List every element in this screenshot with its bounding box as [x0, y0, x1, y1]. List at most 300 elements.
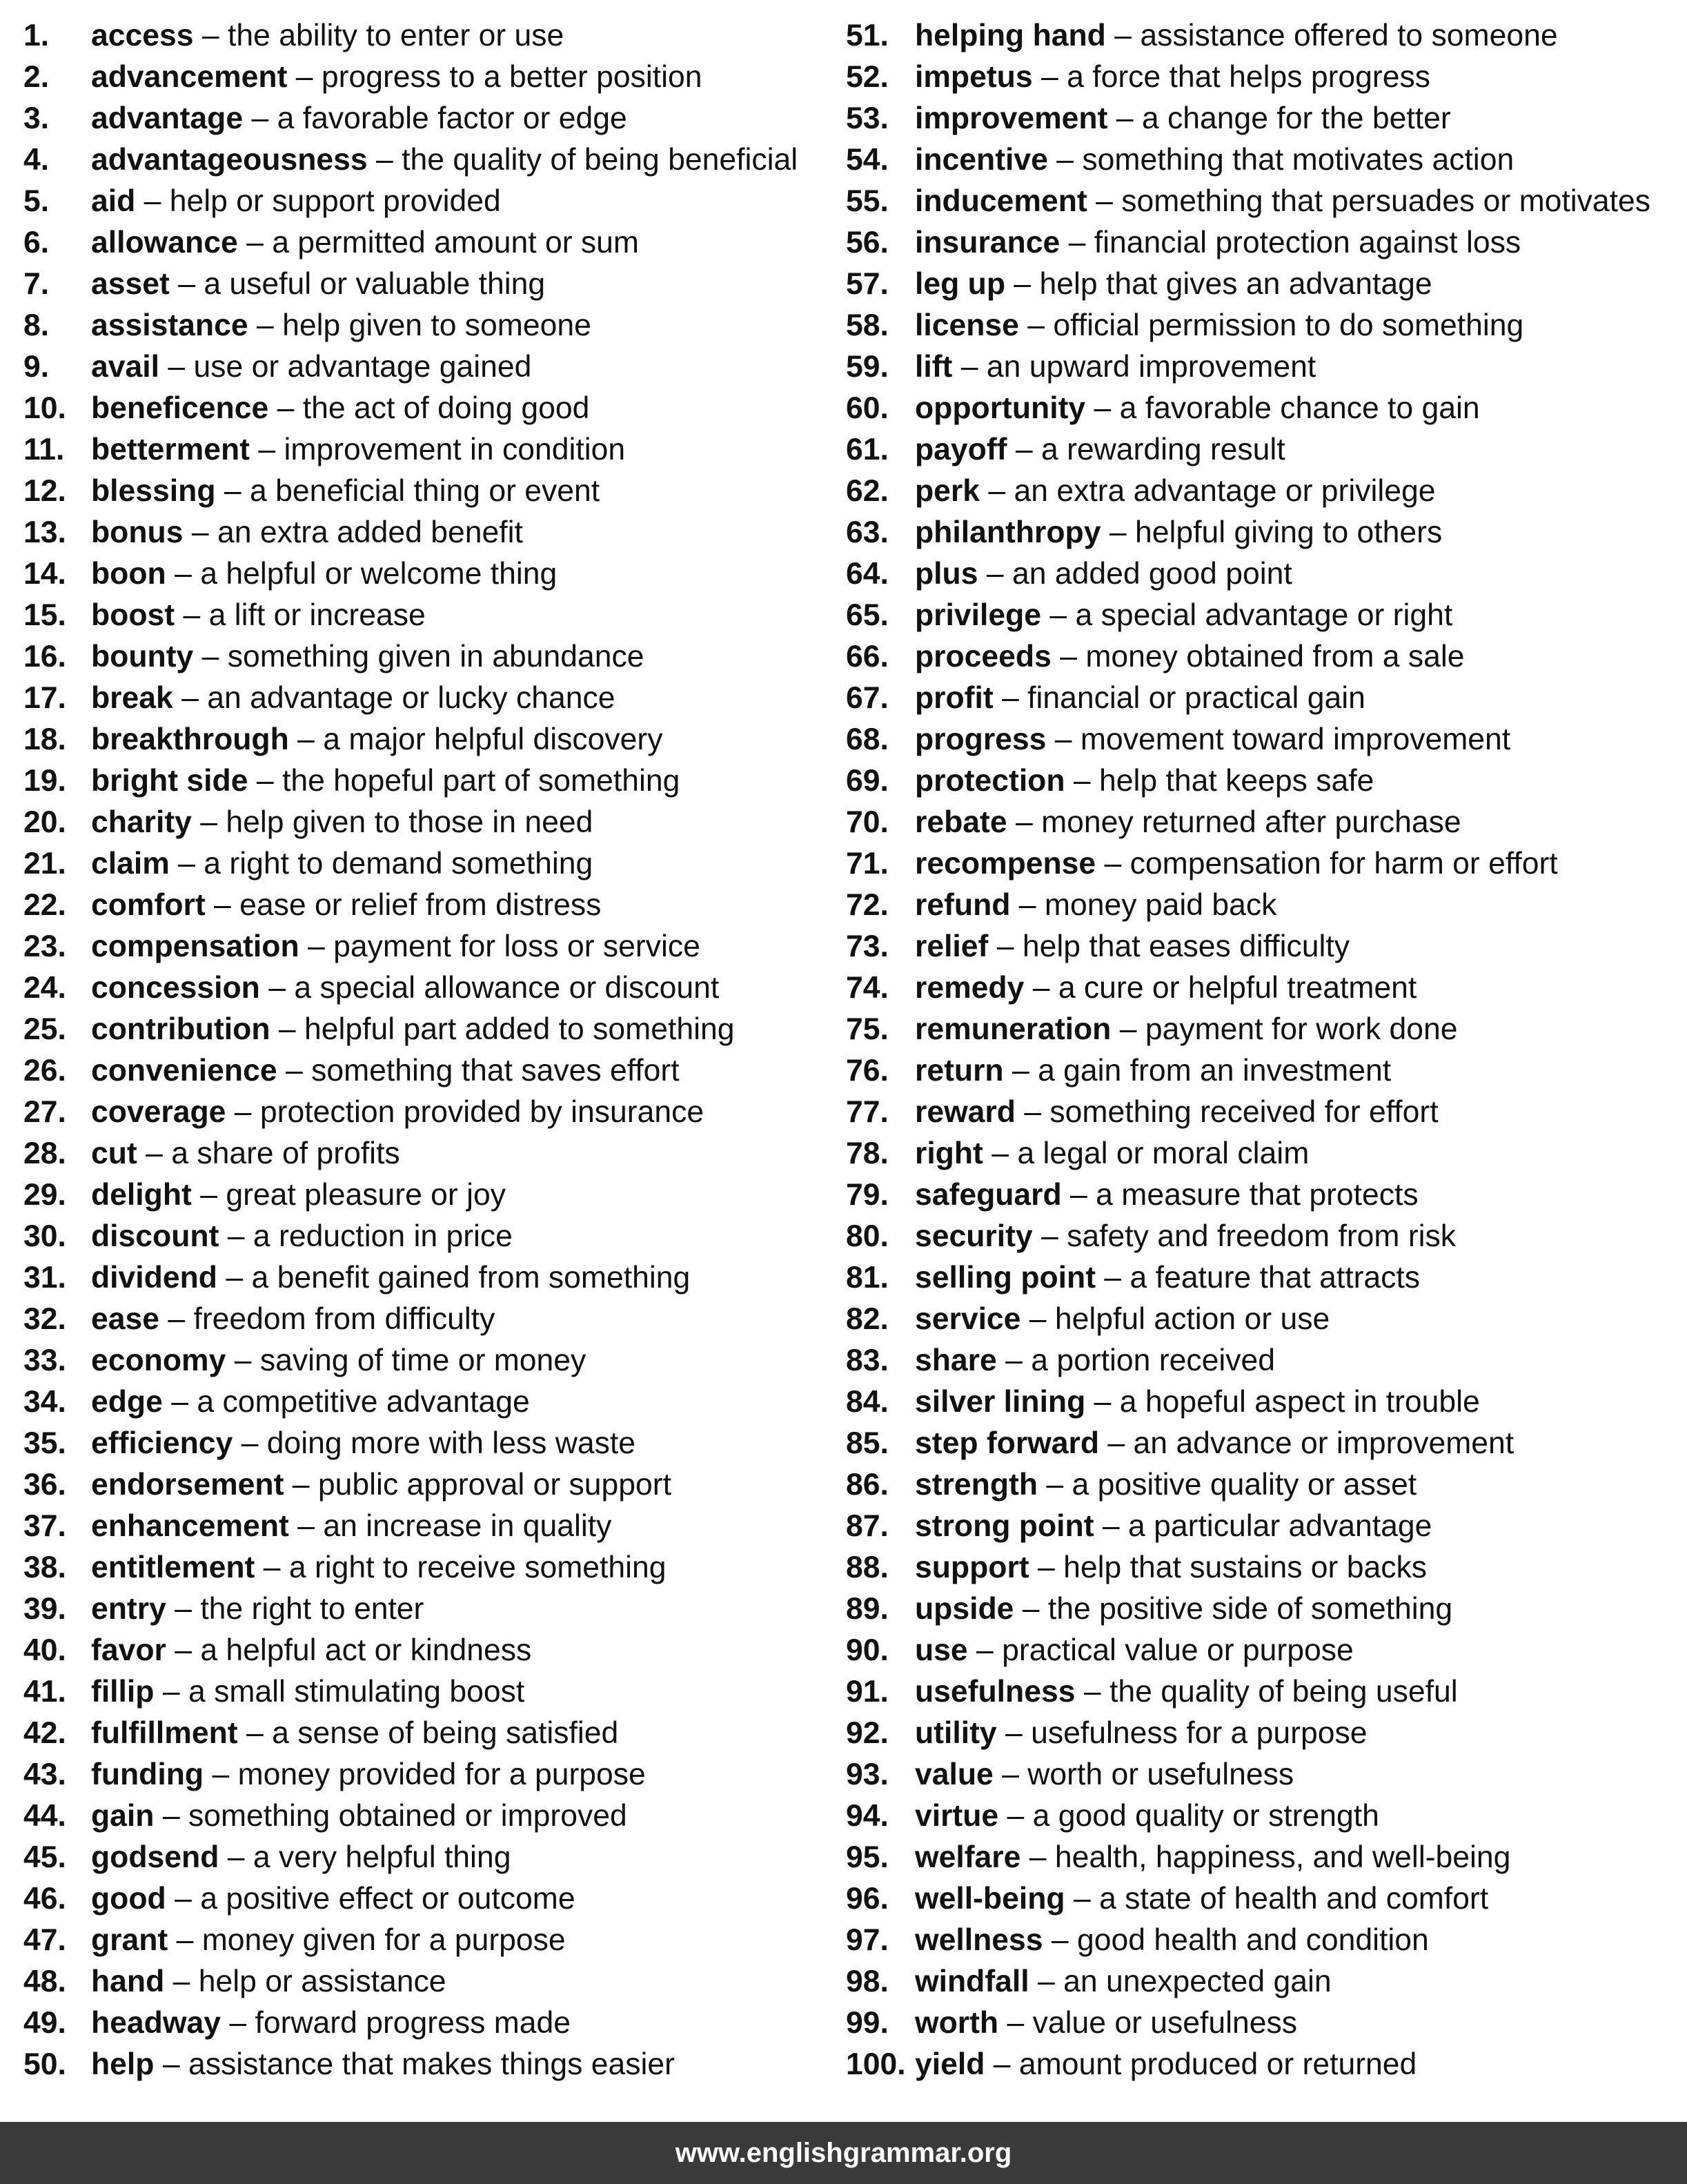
item-separator: –: [993, 681, 1028, 715]
item-text: [915, 1588, 1452, 1630]
list-item: [23, 678, 831, 719]
item-word: breakthrough: [91, 722, 289, 756]
item-text: [91, 512, 523, 553]
item-number: 79.: [846, 1178, 889, 1212]
item-word: helping hand: [915, 19, 1106, 52]
item-word: profit: [915, 681, 994, 715]
item-separator: –: [219, 1840, 253, 1874]
item-word: betterment: [91, 433, 250, 466]
item-text: [915, 57, 1430, 98]
item-definition: money paid back: [1044, 888, 1277, 922]
list-item: [846, 678, 1684, 719]
list-item: [23, 1754, 831, 1796]
item-separator: –: [166, 1633, 201, 1667]
item-word: recompense: [915, 847, 1096, 881]
item-number: 77.: [846, 1095, 889, 1129]
item-definition: something obtained or improved: [188, 1799, 627, 1833]
item-separator: –: [255, 1551, 289, 1584]
item-text: [915, 2003, 1297, 2044]
item-word: beneficence: [91, 391, 269, 425]
item-definition: a good quality or strength: [1032, 1799, 1379, 1833]
item-definition: the act of doing good: [302, 391, 590, 425]
item-text: [915, 967, 1417, 1009]
list-item: [23, 1133, 831, 1174]
item-word: boost: [91, 598, 175, 632]
item-number: 49.: [23, 2006, 66, 2040]
item-word: hand: [91, 1965, 165, 1998]
item-definition: payment for loss or service: [333, 929, 700, 963]
item-text: [915, 678, 1365, 719]
item-text: [915, 1754, 1294, 1796]
list-item: [23, 885, 831, 926]
list-item: [23, 967, 831, 1009]
item-text: [91, 264, 545, 305]
item-text: [91, 1547, 667, 1588]
item-word: philanthropy: [915, 515, 1101, 549]
item-text: [915, 1961, 1332, 2003]
item-definition: money provided for a purpose: [237, 1758, 646, 1791]
item-text: [91, 636, 644, 678]
item-separator: –: [1051, 640, 1086, 673]
item-number: 27.: [23, 1095, 66, 1129]
item-text: [91, 1588, 424, 1630]
list-item: [23, 1299, 831, 1340]
item-definition: an extra added benefit: [217, 515, 523, 549]
item-definition: official permission to do something: [1053, 308, 1524, 342]
item-separator: –: [193, 19, 228, 52]
list-item: [23, 553, 831, 595]
item-word: endorsement: [91, 1468, 284, 1502]
item-separator: –: [1024, 971, 1058, 1005]
item-word: grant: [91, 1923, 168, 1957]
item-text: [91, 181, 501, 222]
item-word: comfort: [91, 888, 206, 922]
item-word: usefulness: [915, 1675, 1076, 1709]
item-number: 14.: [23, 557, 66, 591]
footer-url: www.englishgrammar.org: [675, 2137, 1012, 2168]
item-word: wellness: [915, 1923, 1043, 1957]
item-word: proceeds: [915, 640, 1052, 673]
list-item: [23, 595, 831, 636]
item-definition: the ability to enter or use: [227, 19, 564, 52]
list-item: [23, 264, 831, 305]
item-number: 28.: [23, 1137, 66, 1170]
item-separator: –: [219, 1219, 253, 1253]
item-separator: –: [1087, 184, 1122, 218]
item-text: [915, 1837, 1510, 1878]
item-number: 71.: [846, 847, 889, 881]
list-item: [23, 388, 831, 429]
item-text: [91, 719, 662, 760]
item-text: [91, 1630, 531, 1671]
item-definition: something that persuades or motivates: [1121, 184, 1651, 218]
item-definition: something received for effort: [1049, 1095, 1439, 1129]
item-separator: –: [996, 1716, 1032, 1750]
list-item: [23, 1050, 831, 1092]
item-text: [915, 1050, 1391, 1092]
item-number: 38.: [23, 1551, 66, 1584]
item-definition: worth or usefulness: [1027, 1758, 1294, 1791]
item-number: 59.: [846, 350, 889, 384]
item-number: 32.: [23, 1302, 66, 1336]
item-separator: –: [996, 1344, 1032, 1377]
item-separator: –: [220, 2006, 255, 2040]
list-item: [846, 1216, 1684, 1257]
item-text: [91, 1754, 646, 1796]
item-separator: –: [169, 267, 204, 301]
item-number: 58.: [846, 308, 889, 342]
item-separator: –: [248, 764, 282, 798]
item-definition: a sense of being satisfied: [272, 1716, 619, 1750]
item-text: [915, 181, 1650, 222]
item-number: 37.: [23, 1509, 66, 1543]
item-number: 64.: [846, 557, 889, 591]
item-word: opportunity: [915, 391, 1086, 425]
word-list-left-column: [23, 15, 831, 2085]
list-item: [23, 429, 831, 471]
item-separator: –: [166, 557, 201, 591]
list-item: [846, 1506, 1684, 1547]
item-text: [91, 1009, 734, 1050]
item-separator: –: [1099, 1426, 1134, 1460]
list-item: [846, 388, 1684, 429]
item-text: [91, 1796, 627, 1837]
item-separator: –: [1085, 391, 1120, 425]
list-item: [23, 1257, 831, 1299]
item-number: 15.: [23, 598, 66, 632]
item-word: remedy: [915, 971, 1025, 1005]
item-number: 75.: [846, 1012, 889, 1046]
item-word: boon: [91, 557, 166, 591]
item-word: fillip: [91, 1675, 155, 1709]
item-separator: –: [1005, 267, 1040, 301]
item-separator: –: [1101, 515, 1135, 549]
list-item: [846, 471, 1684, 512]
item-separator: –: [1010, 888, 1045, 922]
list-item: [846, 512, 1684, 553]
item-separator: –: [237, 226, 273, 259]
item-separator: –: [1075, 1675, 1109, 1709]
item-separator: –: [1018, 308, 1054, 342]
item-separator: –: [998, 2006, 1033, 2040]
item-text: [91, 843, 593, 885]
item-number: 53.: [846, 101, 889, 135]
item-definition: help that eases difficulty: [1022, 929, 1350, 963]
item-number: 45.: [23, 1840, 66, 1874]
item-separator: –: [248, 308, 283, 342]
list-item: [23, 1671, 831, 1713]
item-definition: a special allowance or discount: [294, 971, 720, 1005]
item-definition: saving of time or money: [259, 1344, 586, 1377]
item-text: [915, 15, 1558, 57]
list-item: [846, 1340, 1684, 1381]
item-number: 22.: [23, 888, 66, 922]
item-word: asset: [91, 267, 170, 301]
word-list-right-column: [846, 15, 1684, 2085]
item-number: 88.: [846, 1551, 889, 1584]
item-definition: a feature that attracts: [1129, 1261, 1421, 1295]
list-item: [23, 346, 831, 388]
item-number: 57.: [846, 267, 889, 301]
item-number: 70.: [846, 805, 889, 839]
list-item: [23, 2044, 831, 2085]
item-definition: ease or relief from distress: [239, 888, 602, 922]
item-definition: a useful or valuable thing: [204, 267, 546, 301]
item-definition: a gain from an investment: [1038, 1054, 1392, 1088]
item-number: 61.: [846, 433, 889, 466]
item-definition: an increase in quality: [323, 1509, 612, 1543]
list-item: [23, 1878, 831, 1920]
item-definition: a permitted amount or sum: [272, 226, 639, 259]
item-definition: a competitive advantage: [197, 1385, 530, 1419]
item-definition: doing more with less waste: [266, 1426, 636, 1460]
list-item: [846, 264, 1684, 305]
item-definition: a measure that protects: [1096, 1178, 1419, 1212]
item-separator: –: [299, 929, 334, 963]
item-definition: a favorable chance to gain: [1119, 391, 1480, 425]
list-item: [23, 1174, 831, 1216]
item-number: 42.: [23, 1716, 66, 1750]
list-item: [23, 636, 831, 678]
item-word: efficiency: [91, 1426, 233, 1460]
item-word: step forward: [915, 1426, 1100, 1460]
item-text: [915, 471, 1436, 512]
item-word: dividend: [91, 1261, 217, 1295]
item-definition: a right to demand something: [204, 847, 593, 881]
item-definition: progress to a better position: [321, 60, 702, 94]
list-item: [846, 305, 1684, 346]
list-item: [846, 346, 1684, 388]
item-definition: helpful giving to others: [1134, 515, 1443, 549]
list-item: [23, 57, 831, 98]
item-separator: –: [162, 1385, 197, 1419]
item-separator: –: [268, 391, 303, 425]
item-separator: –: [183, 515, 217, 549]
item-separator: –: [249, 433, 284, 466]
item-text: [91, 595, 426, 636]
item-word: utility: [915, 1716, 997, 1750]
item-number: 51.: [846, 19, 889, 52]
list-item: [23, 181, 831, 222]
item-word: payoff: [915, 433, 1007, 466]
item-number: 13.: [23, 515, 66, 549]
item-number: 54.: [846, 143, 889, 177]
item-definition: the quality of being useful: [1109, 1675, 1458, 1709]
item-number: 16.: [23, 640, 66, 673]
item-number: 74.: [846, 971, 889, 1005]
item-separator: –: [1094, 1509, 1129, 1543]
item-word: use: [915, 1633, 968, 1667]
item-separator: –: [154, 2047, 188, 2081]
item-word: perk: [915, 474, 980, 508]
item-text: [915, 885, 1276, 926]
item-definition: movement toward improvement: [1080, 722, 1511, 756]
item-number: 67.: [846, 681, 889, 715]
item-number: 21.: [23, 847, 66, 881]
item-separator: –: [243, 101, 277, 135]
item-text: [91, 1174, 506, 1216]
item-word: enhancement: [91, 1509, 289, 1543]
list-item: [23, 843, 831, 885]
item-number: 39.: [23, 1592, 66, 1626]
item-text: [91, 388, 589, 429]
item-word: entry: [91, 1592, 166, 1626]
item-number: 47.: [23, 1923, 66, 1957]
item-separator: –: [367, 143, 402, 177]
item-number: 68.: [846, 722, 889, 756]
item-number: 11.: [23, 433, 65, 466]
item-text: [915, 1381, 1480, 1423]
item-text: [915, 264, 1432, 305]
list-item: [846, 595, 1684, 636]
item-number: 36.: [23, 1468, 66, 1502]
item-definition: the right to enter: [200, 1592, 424, 1626]
item-separator: –: [135, 184, 170, 218]
item-number: 72.: [846, 888, 889, 922]
item-text: [91, 222, 639, 264]
item-word: favor: [91, 1633, 166, 1667]
list-item: [846, 1878, 1684, 1920]
list-item: [846, 1671, 1684, 1713]
item-definition: something given in abundance: [227, 640, 644, 673]
item-number: 12.: [23, 474, 66, 508]
item-separator: –: [980, 474, 1014, 508]
item-text: [915, 553, 1292, 595]
list-item: [846, 1464, 1684, 1506]
item-definition: helpful part added to something: [304, 1012, 735, 1046]
item-text: [915, 512, 1442, 553]
list-item: [23, 471, 831, 512]
item-word: convenience: [91, 1054, 277, 1088]
item-definition: practical value or purpose: [1002, 1633, 1354, 1667]
item-text: [91, 1381, 530, 1423]
item-text: [91, 760, 680, 802]
item-definition: help that sustains or backs: [1063, 1551, 1427, 1584]
list-item: [846, 181, 1684, 222]
item-number: 93.: [846, 1758, 889, 1791]
item-word: aid: [91, 184, 136, 218]
item-definition: public approval or support: [317, 1468, 671, 1502]
item-separator: –: [175, 598, 209, 632]
item-number: 94.: [846, 1799, 889, 1833]
item-number: 1.: [23, 19, 50, 52]
item-number: 29.: [23, 1178, 66, 1212]
item-word: remuneration: [915, 1012, 1112, 1046]
item-text: [915, 139, 1514, 181]
list-item: [846, 1174, 1684, 1216]
item-definition: an added good point: [1012, 557, 1292, 591]
list-item: [23, 1713, 831, 1754]
list-item: [23, 1630, 831, 1671]
item-separator: –: [1105, 19, 1141, 52]
item-text: [91, 1423, 635, 1464]
item-word: support: [915, 1551, 1029, 1584]
item-text: [915, 1340, 1275, 1381]
list-item: [846, 1713, 1684, 1754]
item-definition: a state of health and comfort: [1099, 1882, 1489, 1916]
list-item: [846, 222, 1684, 264]
item-separator: –: [1107, 101, 1142, 135]
item-word: concession: [91, 971, 260, 1005]
item-number: 89.: [846, 1592, 889, 1626]
item-definition: a hopeful aspect in trouble: [1119, 1385, 1480, 1419]
item-separator: –: [985, 2047, 1019, 2081]
item-word: coverage: [91, 1095, 226, 1129]
item-number: 80.: [846, 1219, 889, 1253]
item-separator: –: [191, 805, 226, 839]
item-text: [915, 1713, 1367, 1754]
list-item: [23, 2003, 831, 2044]
item-number: 34.: [23, 1385, 66, 1419]
list-item: [846, 429, 1684, 471]
item-definition: financial protection against loss: [1094, 226, 1521, 259]
item-word: license: [915, 308, 1019, 342]
item-separator: –: [1015, 1095, 1050, 1129]
item-word: impetus: [915, 60, 1033, 94]
item-text: [915, 595, 1452, 636]
item-text: [915, 2044, 1417, 2085]
item-word: selling point: [915, 1261, 1096, 1295]
item-definition: protection provided by insurance: [259, 1095, 704, 1129]
list-item: [846, 760, 1684, 802]
list-item: [846, 1754, 1684, 1796]
item-separator: –: [205, 888, 240, 922]
item-separator: –: [166, 1882, 201, 1916]
item-number: 41.: [23, 1675, 66, 1709]
item-number: 20.: [23, 805, 66, 839]
item-number: 6.: [23, 226, 50, 259]
list-item: [23, 1381, 831, 1423]
item-separator: –: [1020, 1302, 1055, 1336]
item-word: assistance: [91, 308, 248, 342]
item-separator: –: [1060, 226, 1094, 259]
item-number: 4.: [23, 143, 50, 177]
item-word: economy: [91, 1344, 226, 1377]
item-definition: the positive side of something: [1047, 1592, 1453, 1626]
list-item: [23, 1216, 831, 1257]
item-word: blessing: [91, 474, 216, 508]
footer-bar: [0, 2122, 1687, 2184]
item-word: incentive: [915, 143, 1048, 177]
item-word: cut: [91, 1137, 137, 1170]
item-text: [91, 471, 600, 512]
item-separator: –: [1041, 598, 1076, 632]
item-word: advantageousness: [91, 143, 368, 177]
item-text: [915, 1547, 1427, 1588]
list-item: [23, 760, 831, 802]
item-word: access: [91, 19, 194, 52]
item-separator: –: [978, 557, 1012, 591]
item-number: 48.: [23, 1965, 66, 1998]
list-item: [23, 1961, 831, 2003]
item-separator: –: [1038, 1468, 1072, 1502]
item-text: [915, 98, 1451, 139]
list-item: [846, 1588, 1684, 1630]
item-separator: –: [154, 1675, 188, 1709]
item-word: discount: [91, 1219, 219, 1253]
item-text: [91, 15, 564, 57]
item-number: 40.: [23, 1633, 66, 1667]
list-item: [23, 512, 831, 553]
item-word: rebate: [915, 805, 1007, 839]
item-separator: –: [226, 1095, 260, 1129]
item-number: 52.: [846, 60, 889, 94]
item-number: 82.: [846, 1302, 889, 1336]
item-word: well-being: [915, 1882, 1065, 1916]
item-text: [915, 1630, 1354, 1671]
item-word: value: [915, 1758, 994, 1791]
item-number: 10.: [23, 391, 66, 425]
